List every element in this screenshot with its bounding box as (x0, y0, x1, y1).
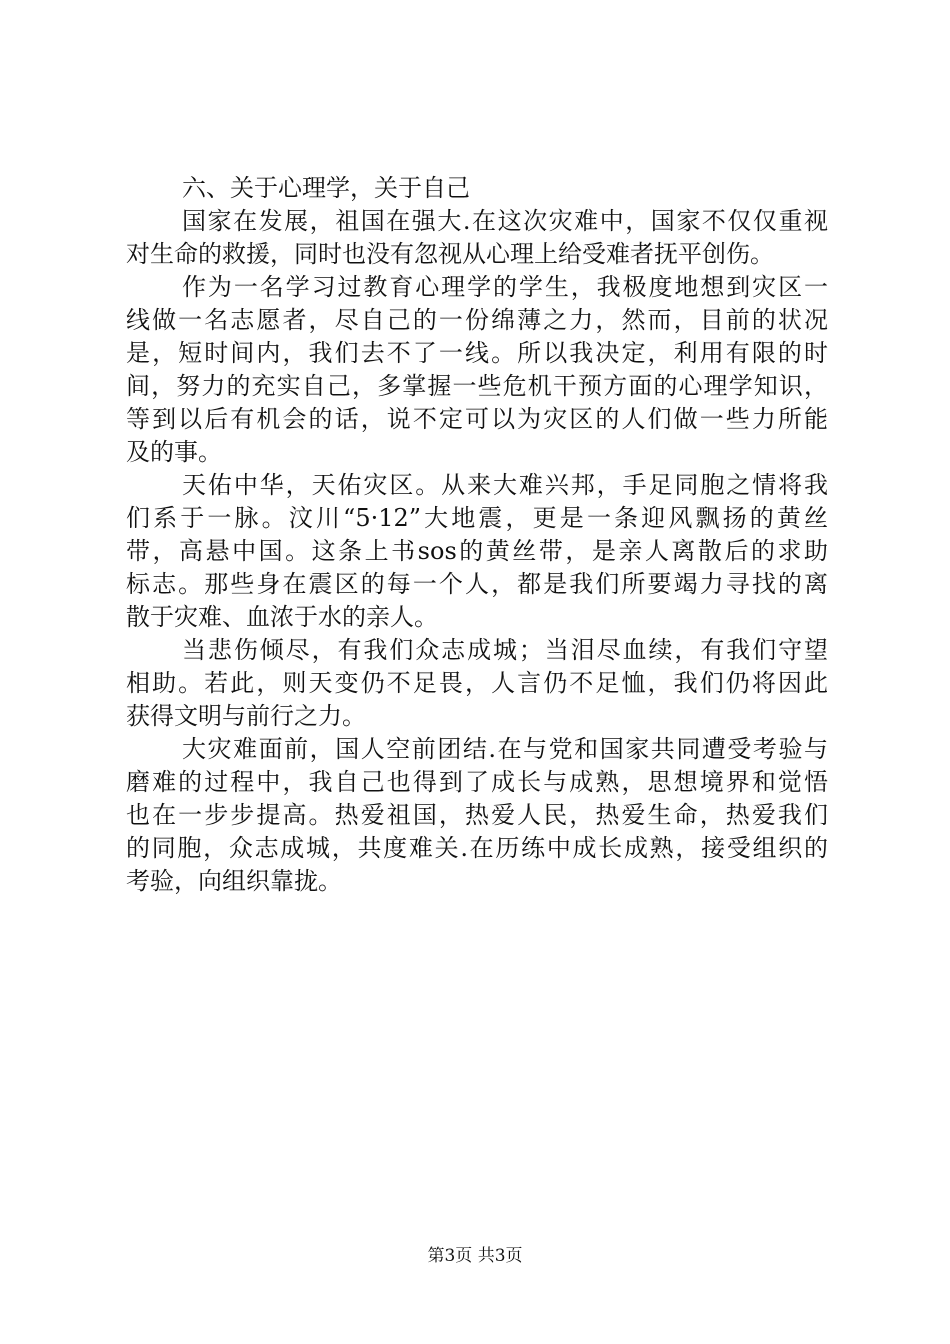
paragraph-line: 标志。那些身在震区的每一个人，都是我们所要竭力寻找的离 (126, 570, 828, 598)
paragraph-line: 考验，向组织靠拢。 (126, 867, 342, 895)
section-heading: 六、关于心理学，关于自己 (182, 174, 470, 202)
paragraph-line: 天佑中华，天佑灾区。从来大难兴邦，手足同胞之情将我 (182, 471, 828, 499)
paragraph-line: 相助。若此，则天变仍不足畏，人言仍不足恤，我们仍将因此 (126, 669, 828, 697)
page-footer: 第3页 共3页 (427, 1246, 523, 1266)
paragraph-line: 及的事。 (126, 438, 222, 466)
paragraph-1 (126, 205, 828, 271)
paragraph-4 (126, 634, 828, 733)
paragraph-line: 的同胞，众志成城，共度难关.在历练中成长成熟，接受组织的 (126, 834, 828, 862)
paragraph-line: 们系于一脉。汶川“5·12”大地震，更是一条迎风飘扬的黄丝 (126, 504, 828, 532)
paragraph-line: 对生命的救援，同时也没有忽视从心理上给受难者抚平创伤。 (126, 240, 774, 268)
paragraph-line: 线做一名志愿者，尽自己的一份绵薄之力，然而，目前的状况 (126, 306, 828, 334)
paragraph-line: 散于灾难、血浓于水的亲人。 (126, 603, 438, 631)
paragraph-line: 获得文明与前行之力。 (126, 702, 366, 730)
paragraph-line: 大灾难面前，国人空前团结.在与党和国家共同遭受考验与 (182, 735, 828, 763)
paragraph-line: 带，高悬中国。这条上书sos的黄丝带，是亲人离散后的求助 (126, 537, 828, 565)
paragraph-2 (126, 271, 828, 469)
paragraph-line: 也在一步步提高。热爱祖国，热爱人民，热爱生命，热爱我们 (126, 801, 828, 829)
paragraph-3 (126, 469, 828, 634)
paragraph-line: 间，努力的充实自己，多掌握一些危机干预方面的心理学知识， (126, 372, 828, 400)
paragraph-line: 是，短时间内，我们去不了一线。所以我决定，利用有限的时 (126, 339, 828, 367)
paragraph-line: 当悲伤倾尽，有我们众志成城；当泪尽血续，有我们守望 (182, 636, 828, 664)
paragraph-line: 等到以后有机会的话，说不定可以为灾区的人们做一些力所能 (126, 405, 828, 433)
document-body (126, 172, 828, 898)
paragraph-5 (126, 733, 828, 898)
paragraph-line: 磨难的过程中，我自己也得到了成长与成熟，思想境界和觉悟 (126, 768, 828, 796)
paragraph-line: 国家在发展，祖国在强大.在这次灾难中，国家不仅仅重视 (182, 207, 828, 235)
paragraph-line: 作为一名学习过教育心理学的学生，我极度地想到灾区一 (182, 273, 828, 301)
